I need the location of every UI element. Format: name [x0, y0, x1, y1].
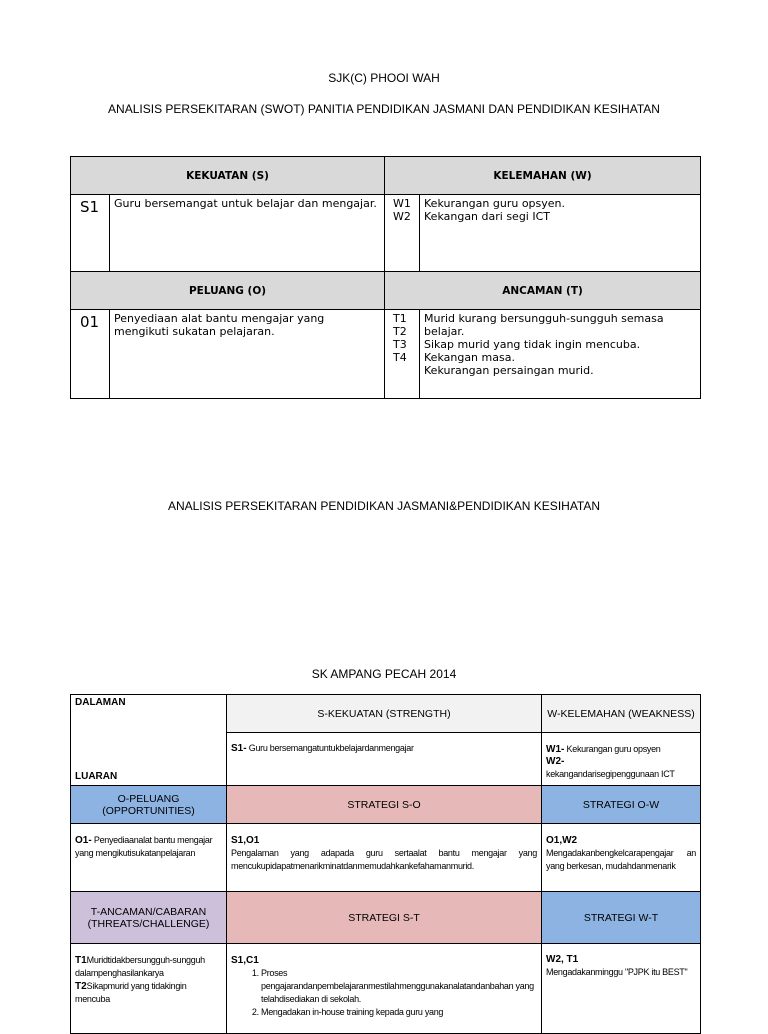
- t1-code: T1: [393, 312, 407, 325]
- swot-title: ANALISIS PERSEKITARAN (SWOT) PANITIA PENDIDIKAN JASMANI DAN PENDIDIKAN KESIHATAN: [108, 102, 660, 116]
- threat-codes: [385, 310, 420, 399]
- swot-table-phooi-wah: [70, 156, 701, 399]
- s1o1-code: S1,O1: [231, 835, 260, 846]
- threat-item: Kekurangan persaingan murid.: [424, 364, 594, 377]
- analysis-title: ANALISIS PERSEKITARAN PENDIDIKAN JASMANI&PENDIDIKAN KESIHATAN: [167, 499, 601, 513]
- w2-text: kekangandarisegipenggunaan ICT: [546, 769, 675, 779]
- weakness-codes: [385, 195, 420, 272]
- weakness-header: KELEMAHAN (W): [385, 157, 701, 195]
- w1-code-2: W1-: [546, 744, 565, 755]
- weakness-item: Kekangan dari segi ICT: [424, 210, 551, 223]
- weakness-cell: [542, 733, 701, 786]
- strategy-wt-cell: [542, 944, 701, 1034]
- strength-text: Guru bersemangat untuk belajar dan mengajar.: [110, 195, 385, 272]
- strength-header-2: S-KEKUATAN (STRENGTH): [227, 695, 542, 733]
- opportunity-cell: [71, 824, 227, 892]
- weakness-items: [420, 195, 701, 272]
- w2t1-code: W2, T1: [546, 954, 579, 965]
- o1w2-code: O1,W2: [546, 835, 578, 846]
- strategy-so-cell: [227, 824, 542, 892]
- school-year-title: SK AMPANG PECAH 2014: [311, 667, 457, 681]
- o1w2-text: Mengadakanbengkelcarapengajar an yang berkesan, mudahdanmenarik: [546, 848, 696, 871]
- threat-items: [420, 310, 701, 399]
- opportunity-header: PELUANG (O): [71, 272, 385, 310]
- corner-external-label: LUARAN: [75, 771, 118, 782]
- strength-header: KEKUATAN (S): [71, 157, 385, 195]
- opportunity-code: 01: [71, 310, 110, 399]
- t4-code: T4: [393, 351, 407, 364]
- threat-header: ANCAMAN (T): [385, 272, 701, 310]
- strategy-st-header: STRATEGI S-T: [227, 892, 542, 944]
- opportunity-text: Penyediaan alat bantu mengajar yang mengikuti sukatan pelajaran.: [110, 310, 385, 399]
- threat-item: Murid kurang bersungguh-sungguh semasa belajar.: [424, 312, 664, 338]
- t2-code: T2: [393, 325, 407, 338]
- w1-text: Kekurangan guru opsyen: [564, 744, 661, 754]
- strategy-so-header: STRATEGI S-O: [227, 786, 542, 824]
- w2-code: W2: [393, 210, 411, 223]
- w2t1-text: Mengadakanminggu "PJPK itu BEST": [546, 967, 688, 977]
- t2-text: Sikapmurid yang tidakingin mencuba: [75, 981, 187, 1004]
- t3-code: T3: [393, 338, 407, 351]
- s1-text: Guru bersemangatuntukbelajardanmengajar: [246, 743, 414, 753]
- s1c1-code: S1,C1: [231, 955, 259, 966]
- threat-item: Kekangan masa.: [424, 351, 515, 364]
- strength-cell: [227, 733, 542, 786]
- strategy-ow-header: STRATEGI O-W: [542, 786, 701, 824]
- strategy-wt-header: STRATEGI W-T: [542, 892, 701, 944]
- o1-code: O1-: [75, 835, 92, 846]
- t1-code-2: T1: [75, 955, 87, 966]
- o1-text: Penyediaanalat bantu mengajar yang mengikutisukatanpelajaran: [75, 835, 213, 858]
- corner-cell: [71, 695, 227, 786]
- school-title: SJK(C) PHOOI WAH: [328, 71, 440, 85]
- s1o1-text: Pengalaman yang adapada guru sertaalat bantu mengajar yang mencukupidapatmenarikminatdanmemudahkankefahamanmurid.: [231, 848, 537, 871]
- t2-code-2: T2: [75, 981, 87, 992]
- threat-item: Sikap murid yang tidak ingin mencuba.: [424, 338, 641, 351]
- strength-code: S1: [71, 195, 110, 272]
- w2-code-2: W2-: [546, 756, 565, 767]
- weakness-item: Kekurangan guru opsyen.: [424, 197, 566, 210]
- corner-internal-label: DALAMAN: [75, 697, 126, 708]
- threat-cell: [71, 944, 227, 1034]
- opportunity-header-2: O-PELUANG (OPPORTUNITIES): [71, 786, 227, 824]
- s1-code: S1-: [231, 743, 247, 754]
- strategy-st-cell: [227, 944, 542, 1034]
- w1-code: W1: [393, 197, 411, 210]
- strategy-ow-cell: [542, 824, 701, 892]
- weakness-header-2: W-KELEMAHAN (WEAKNESS): [542, 695, 701, 733]
- t1-text: Muridtidakbersungguh-sungguh dalampenghasilankarya: [75, 955, 205, 978]
- strategy-st-item: 1. Proses pengajarandanpembelajaranmestilahmenggunakanalatandanbahan yang telahdisediakan di sekolah.: [261, 967, 537, 1006]
- swot-table-ampang-pecah: [70, 694, 701, 1034]
- strategy-st-item: 2. Mengadakan in-house training kepada guru yang: [261, 1006, 537, 1019]
- threat-header-2: T-ANCAMAN/CABARAN (THREATS/CHALLENGE): [71, 892, 227, 944]
